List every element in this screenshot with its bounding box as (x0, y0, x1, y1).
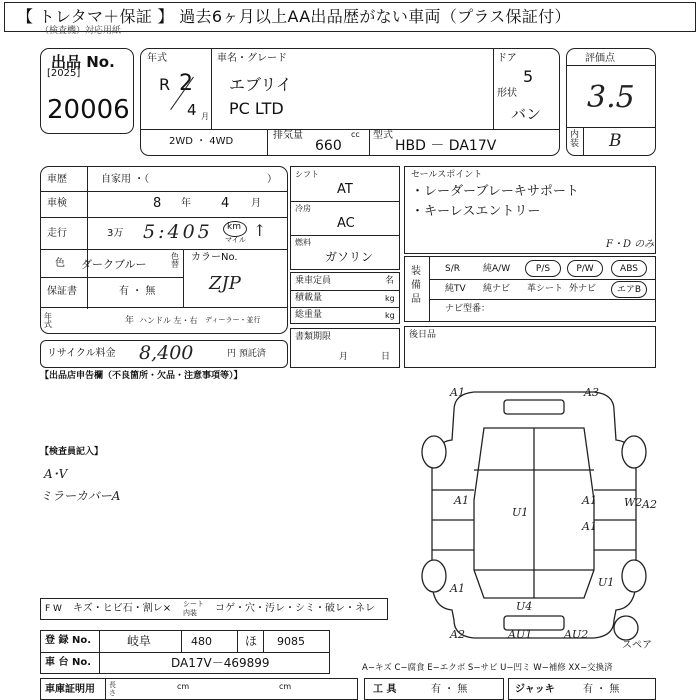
jack-value: 有 ・ 無 (583, 684, 620, 695)
sales-point-2: ・キーレスエントリー (411, 204, 541, 219)
eq-sr: S/R (445, 264, 460, 274)
banner-text: 【 トレタマ＋保証 】 過去6ヶ月以上AA出品歴がない車両（プラス保証付） (17, 7, 571, 26)
reki-label: 車歴 (47, 174, 67, 185)
divider (263, 631, 264, 652)
divider (267, 129, 268, 155)
cert-cm-1: cm (177, 682, 190, 691)
lot-year-tag: [2025] (47, 68, 81, 79)
divider (567, 65, 655, 66)
grade-score: 3.5 (587, 80, 635, 115)
diagram-mark: A2 (642, 498, 657, 511)
tools-label: 工 具 (373, 684, 397, 695)
legend: A−キズ C−腐食 E−エクボ S−サビ U−凹ミ W−補修 XX−交換済 (362, 663, 613, 673)
divider (237, 631, 238, 652)
chassis-value: DA17V－469899 (171, 656, 270, 670)
diagram-mark: A3 (584, 386, 599, 399)
year-label: 年式 (147, 53, 167, 64)
divider (41, 307, 287, 308)
displacement-label: 排気量 (273, 130, 303, 141)
ac-label: 冷房 (295, 204, 311, 213)
wheel-rear-left (422, 560, 446, 592)
recycle-box (40, 340, 288, 368)
passengers-unit: 名 (385, 276, 395, 286)
diagram-mark: A1 (450, 582, 465, 595)
equipment-box (404, 256, 656, 322)
equipment-label: 装備品 (411, 266, 421, 305)
divider (291, 201, 399, 202)
eq-navi: 純ナビ (483, 284, 511, 294)
chassis-label: 車 台 No. (45, 657, 92, 668)
divider (291, 290, 399, 291)
wheel-front-left (422, 436, 446, 468)
shift-value: AT (337, 182, 353, 197)
recycle-unit: 円 預託済 (227, 349, 266, 359)
shaken-tsuki: 月 (251, 198, 261, 209)
era: R (159, 75, 171, 94)
nenshiki-label: 年式 (44, 312, 52, 329)
fw-items: キズ・ヒビ石・割レ× (73, 603, 172, 614)
fw-items2: コゲ・穴・汚レ・シミ・破レ・ネレ (215, 603, 375, 614)
handle: ハンドル 左・右 (139, 316, 198, 325)
reg-num1: 480 (191, 635, 212, 648)
model-box (140, 48, 560, 156)
deadline-label: 書類期限 (295, 332, 332, 342)
divider (41, 249, 287, 250)
diagram-mark: AU1 (508, 628, 533, 641)
history-box (40, 166, 288, 334)
seller-notes-label: 【出品店申告欄（不良箇所・欠品・注意事項等）】 (40, 371, 243, 381)
cert-box (40, 678, 358, 700)
cert-cm-2: cm (279, 682, 292, 691)
wheel-rear-right (622, 560, 646, 592)
diagram-mark: AU2 (564, 628, 589, 641)
later-box (404, 326, 656, 368)
divider (369, 129, 370, 155)
divider (41, 277, 183, 278)
year: 2 (179, 71, 193, 96)
type: HBD － DA17V (395, 138, 497, 154)
divider (429, 279, 655, 280)
month-unit: 月 (201, 112, 209, 121)
lot-number: 20006 (47, 95, 130, 125)
divider (291, 307, 399, 308)
grade-label: 評価点 (585, 53, 615, 64)
ac-value: AC (337, 216, 355, 231)
shape-label: 形状 (497, 88, 517, 99)
inspector-line-2: ミラーカバーA (40, 489, 121, 503)
divider (141, 129, 559, 130)
interior-score: B (609, 131, 622, 151)
divider (105, 679, 106, 699)
reg-label: 登 録 No. (45, 635, 92, 646)
nenshiki-nen: 年 (125, 316, 135, 326)
diagram-mark: U4 (516, 600, 533, 613)
divider (583, 127, 584, 155)
deadline-month: 月 (339, 352, 349, 362)
fw-label: F W (45, 604, 62, 614)
divider (181, 631, 182, 652)
mileage-check: ↑ (253, 221, 267, 240)
shift-box (290, 166, 400, 270)
divider (41, 191, 287, 192)
shaken-nen: 年 (181, 198, 191, 209)
eq-airbag: エアB (611, 281, 647, 298)
mileage-label: 走行 (47, 228, 67, 239)
eq-leather: 革シート (527, 284, 564, 294)
registration-box (40, 630, 330, 674)
type-label: 型式 (373, 130, 393, 141)
reg-num2: 9085 (277, 635, 305, 648)
cc-unit: cc (351, 130, 360, 139)
diagram-mark: A1 (582, 494, 597, 507)
mile-unit: マイル (225, 236, 246, 244)
eq-pw: P/W (567, 260, 603, 277)
car-grade: PC LTD (229, 99, 284, 118)
recycle-label: リサイクル料金 (47, 348, 116, 359)
load-label: 積載量 (295, 293, 323, 303)
iro-label: 色替 (171, 252, 179, 269)
diagram-mark: U1 (598, 576, 615, 589)
diagram-mark: A2 (450, 628, 465, 641)
color-value: ダークブルー (81, 258, 147, 271)
navi-model-label: ナビ型番： (445, 304, 491, 314)
inspector-label: 【検査員記入】 (40, 447, 104, 457)
divider (41, 217, 287, 218)
diagram-mark: A1 (582, 520, 597, 533)
divider (291, 235, 399, 236)
inspector-line-1: A･V (44, 467, 68, 481)
sales-points-label: セールスポイント (411, 170, 483, 180)
equipment-note: F・D のみ (606, 239, 655, 250)
reg-kana: ほ (245, 634, 258, 648)
door-label: ドア (497, 53, 517, 64)
cert-label: 車庫証明用 (45, 684, 95, 695)
divider (211, 49, 212, 129)
diagram-mark: A1 (450, 386, 465, 399)
mileage-man: 3万 (107, 228, 124, 239)
tools-box (364, 678, 504, 700)
gross-unit: kg (385, 311, 395, 320)
jack-label: ジャッキ (515, 684, 555, 695)
cert-long: 長さ (109, 681, 116, 697)
later-label: 後日品 (409, 330, 437, 340)
fw-row (40, 598, 388, 620)
car-name: エブリイ (229, 75, 292, 94)
spare-label: スペア (622, 640, 652, 650)
diagram-mark: W2 (624, 496, 643, 509)
deadline-box (290, 328, 400, 368)
fuel-label: 燃料 (295, 238, 311, 247)
lot-box (40, 48, 134, 134)
subnote: （検査機）対応用紙 (40, 26, 122, 36)
gross-label: 総重量 (295, 310, 323, 320)
doors: 5 (523, 67, 534, 86)
dealer: ディーラー・並行 (205, 316, 261, 324)
drive: 2WD ・ 4WD (169, 136, 234, 147)
shaken-month: 4 (221, 196, 230, 211)
month: 4 (187, 101, 197, 119)
divider (41, 652, 329, 653)
load-unit: kg (385, 294, 395, 303)
interior-label: 内装 (570, 130, 580, 149)
tools-value: 有 ・ 無 (431, 684, 468, 695)
name-label: 車名・グレード (217, 53, 287, 64)
passengers-label: 乗車定員 (295, 276, 332, 286)
color-no-label: カラーNo. (191, 252, 238, 263)
shift-label: シフト (295, 170, 319, 179)
fw-seat: シート内装 (183, 600, 204, 617)
mileage-value: 5:405 (143, 221, 213, 243)
warranty-label: 保証書 (47, 286, 77, 297)
grade-box (566, 48, 656, 156)
color-label: 色 (55, 258, 65, 269)
color-no: ZJP (209, 273, 241, 294)
diagram-mark: U1 (512, 506, 529, 519)
divider (567, 127, 655, 128)
km-unit: km (227, 222, 241, 232)
jack-box (508, 678, 656, 700)
divider (87, 167, 88, 309)
sales-point-1: ・レーダーブレーキサポート (411, 184, 579, 199)
eq-ps: P/S (525, 260, 561, 277)
divider (493, 49, 494, 129)
divider (183, 249, 184, 307)
eq-tv: 純TV (445, 284, 466, 294)
shape: バン (511, 105, 542, 123)
capacity-box (290, 272, 400, 324)
reki-close: ） (267, 174, 277, 185)
warranty-value: 有 ・ 無 (119, 286, 156, 297)
car-diagram (404, 380, 674, 650)
spare-wheel (614, 616, 638, 640)
recycle-value: 8,400 (139, 342, 194, 364)
eq-abs: ABS (611, 260, 647, 277)
eq-aw: 純A/W (483, 264, 511, 274)
shaken-year: 8 (153, 196, 162, 211)
divider (429, 257, 430, 321)
divider (429, 299, 655, 300)
reki-value: 自家用 ・（ (101, 174, 150, 185)
fuel-value: ガソリン (325, 250, 374, 264)
deadline-day: 日 (381, 352, 391, 362)
lot-label: 出品 No. (51, 53, 115, 71)
diagram-mark: A1 (454, 494, 469, 507)
wheel-front-right (622, 436, 646, 468)
displacement: 660 (315, 138, 342, 154)
reg-pref: 岐阜 (127, 634, 152, 648)
eq-ext-navi: 外ナビ (569, 284, 597, 294)
shaken-label: 車検 (47, 198, 67, 209)
